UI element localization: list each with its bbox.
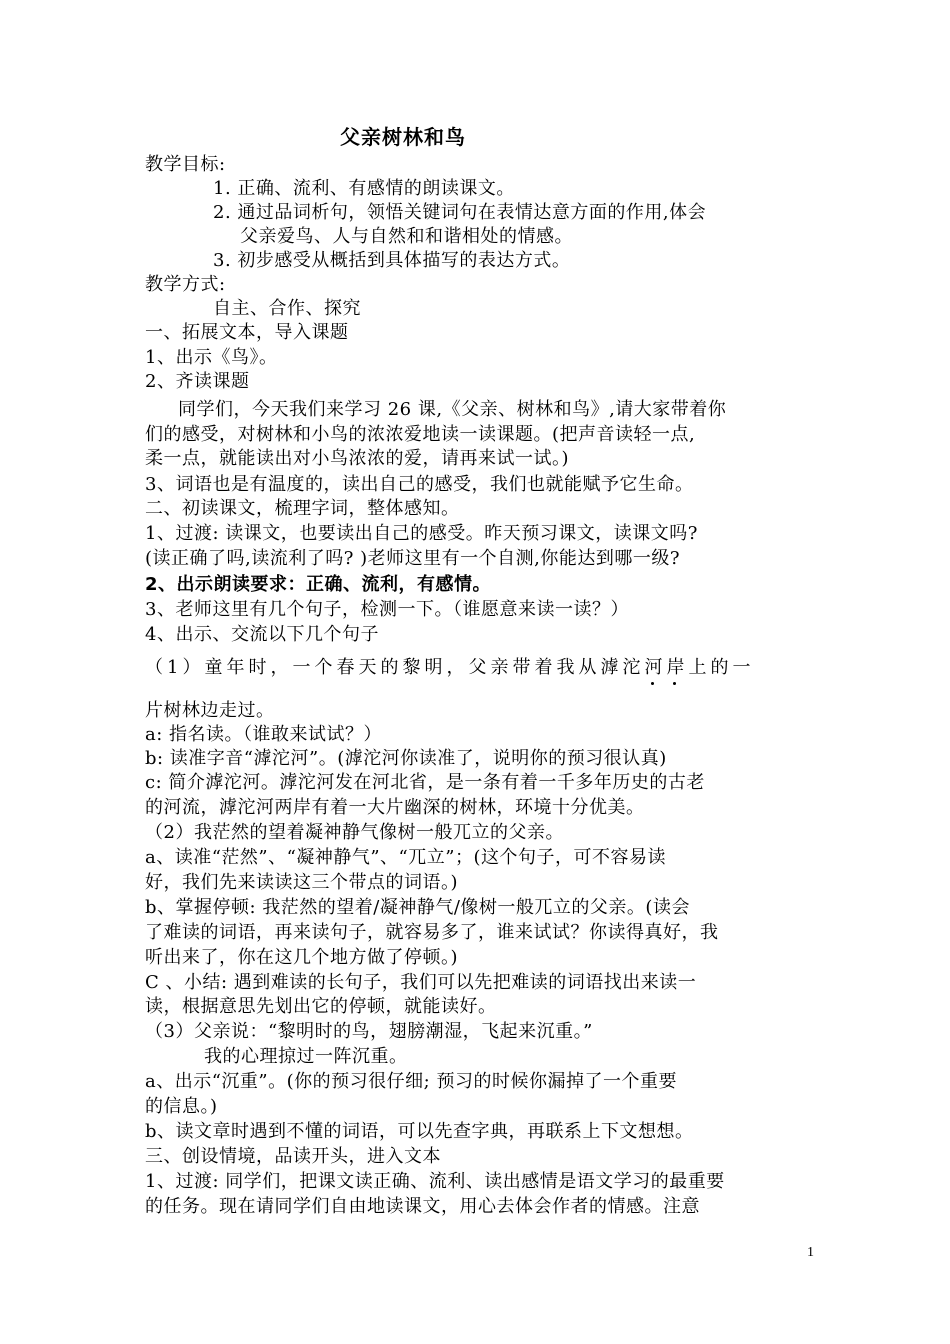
- text-line: a: 指名读。（谁敢来试试？）: [145, 724, 383, 745]
- goal-item-continued: 父亲爱鸟、人与自然和和谐相处的情感。: [240, 226, 573, 247]
- section-heading: 一、拓展文本，导入课题: [145, 322, 349, 343]
- page-number: 1: [807, 1245, 814, 1260]
- text-line: 听出来了，你在这几个地方做了停顿。): [145, 947, 459, 968]
- section-heading: 教学目标:: [145, 154, 226, 175]
- text-line: a、读准“茫然”、“凝神静气”、“兀立”；(这个句子，可不容易读: [145, 847, 666, 868]
- text-line: b、掌握停顿: 我茫然的望着/凝神静气/像树一般兀立的父亲。(读会: [145, 897, 690, 918]
- text-line: (读正确了吗,读流利了吗? )老师这里有一个自测,你能达到哪一级?: [145, 548, 681, 569]
- method-text: 自主、合作、探究: [213, 298, 361, 319]
- text-line: 3、词语也是有温度的，读出自己的感受，我们也就能赋予它生命。: [145, 474, 694, 495]
- goal-item: 2. 通过品词析句，领悟关键词句在表情达意方面的作用,体会: [213, 202, 707, 223]
- emphasis-dot: [673, 682, 676, 685]
- goal-item: 1. 正确、流利、有感情的朗读课文。: [213, 178, 515, 199]
- text-line: 的任务。现在请同学们自由地读课文，用心去体会作者的情感。注意: [145, 1196, 700, 1217]
- text-line: 柔一点，就能读出对小鸟浓浓的爱，请再来试一试。): [145, 448, 570, 469]
- sentence-3: （3）父亲说：“黎明时的鸟，翅膀潮湿，飞起来沉重。”: [145, 1021, 593, 1042]
- text-line: 1、过渡: 同学们，把课文读正确、流利、读出感情是语文学习的最重要: [145, 1171, 725, 1192]
- sentence-1-continued: 片树林边走过。: [145, 700, 275, 721]
- text-line: 2、齐读课题: [145, 371, 250, 392]
- text-line: 读，根据意思先划出它的停顿，就能读好。: [145, 996, 497, 1017]
- text-line: b: 读准字音“滹沱河”。(滹沱河你读准了，说明你的预习很认真): [145, 748, 667, 769]
- text-line: 1、过渡: 读课文，也要读出自己的感受。昨天预习课文，读课文吗?: [145, 523, 698, 544]
- text-line: a、出示“沉重”。(你的预习很仔细; 预习的时候你漏掉了一个重要: [145, 1071, 677, 1092]
- goal-item: 3. 初步感受从概括到具体描写的表达方式。: [213, 250, 571, 271]
- section-heading: 二、初读课文，梳理字词，整体感知。: [145, 498, 460, 519]
- section-heading: 教学方式:: [145, 274, 226, 295]
- reading-requirement: 2、出示朗读要求：正确、流利，有感情。: [145, 574, 492, 595]
- text-line: 3、老师这里有几个句子，检测一下。（谁愿意来读一读？）: [145, 599, 629, 620]
- text-line: 4、出示、交流以下几个句子: [145, 624, 379, 645]
- sentence-2: （2）我茫然的望着凝神静气像树一般兀立的父亲。: [145, 822, 564, 843]
- sentence-1: （1）童年时，一个春天的黎明，父亲带着我从滹沱河岸上的一: [145, 657, 755, 678]
- text-line: 好，我们先来读读这三个带点的词语。): [145, 872, 459, 893]
- text-line: b、读文章时遇到不懂的词语，可以先查字典，再联系上下文想想。: [145, 1121, 694, 1142]
- text-line: C 、小结: 遇到难读的长句子，我们可以先把难读的词语找出来读一: [145, 972, 697, 993]
- text-line: 的河流，滹沱河两岸有着一大片幽深的树林，环境十分优美。: [145, 797, 645, 818]
- text-line: 的信息。): [145, 1096, 218, 1117]
- text-line: 们的感受，对树林和小鸟的浓浓爱地读一读课题。(把声音读轻一点,: [145, 424, 696, 445]
- sentence-3-continued: 我的心理掠过一阵沉重。: [204, 1046, 408, 1067]
- text-line: 同学们，今天我们来学习 26 课,《父亲、树林和鸟》,请大家带着你: [178, 399, 727, 420]
- document-title: 父亲树林和鸟: [340, 125, 466, 149]
- text-line: c: 简介滹沱河。滹沱河发在河北省，是一条有着一千多年历史的古老: [145, 772, 705, 793]
- section-heading: 三、创设情境，品读开头，进入文本: [145, 1146, 441, 1167]
- text-line: 了难读的词语，再来读句子，就容易多了，谁来试试？你读得真好，我: [145, 922, 719, 943]
- text-line: 1、出示《鸟》。: [145, 347, 278, 368]
- emphasis-dot: [651, 682, 654, 685]
